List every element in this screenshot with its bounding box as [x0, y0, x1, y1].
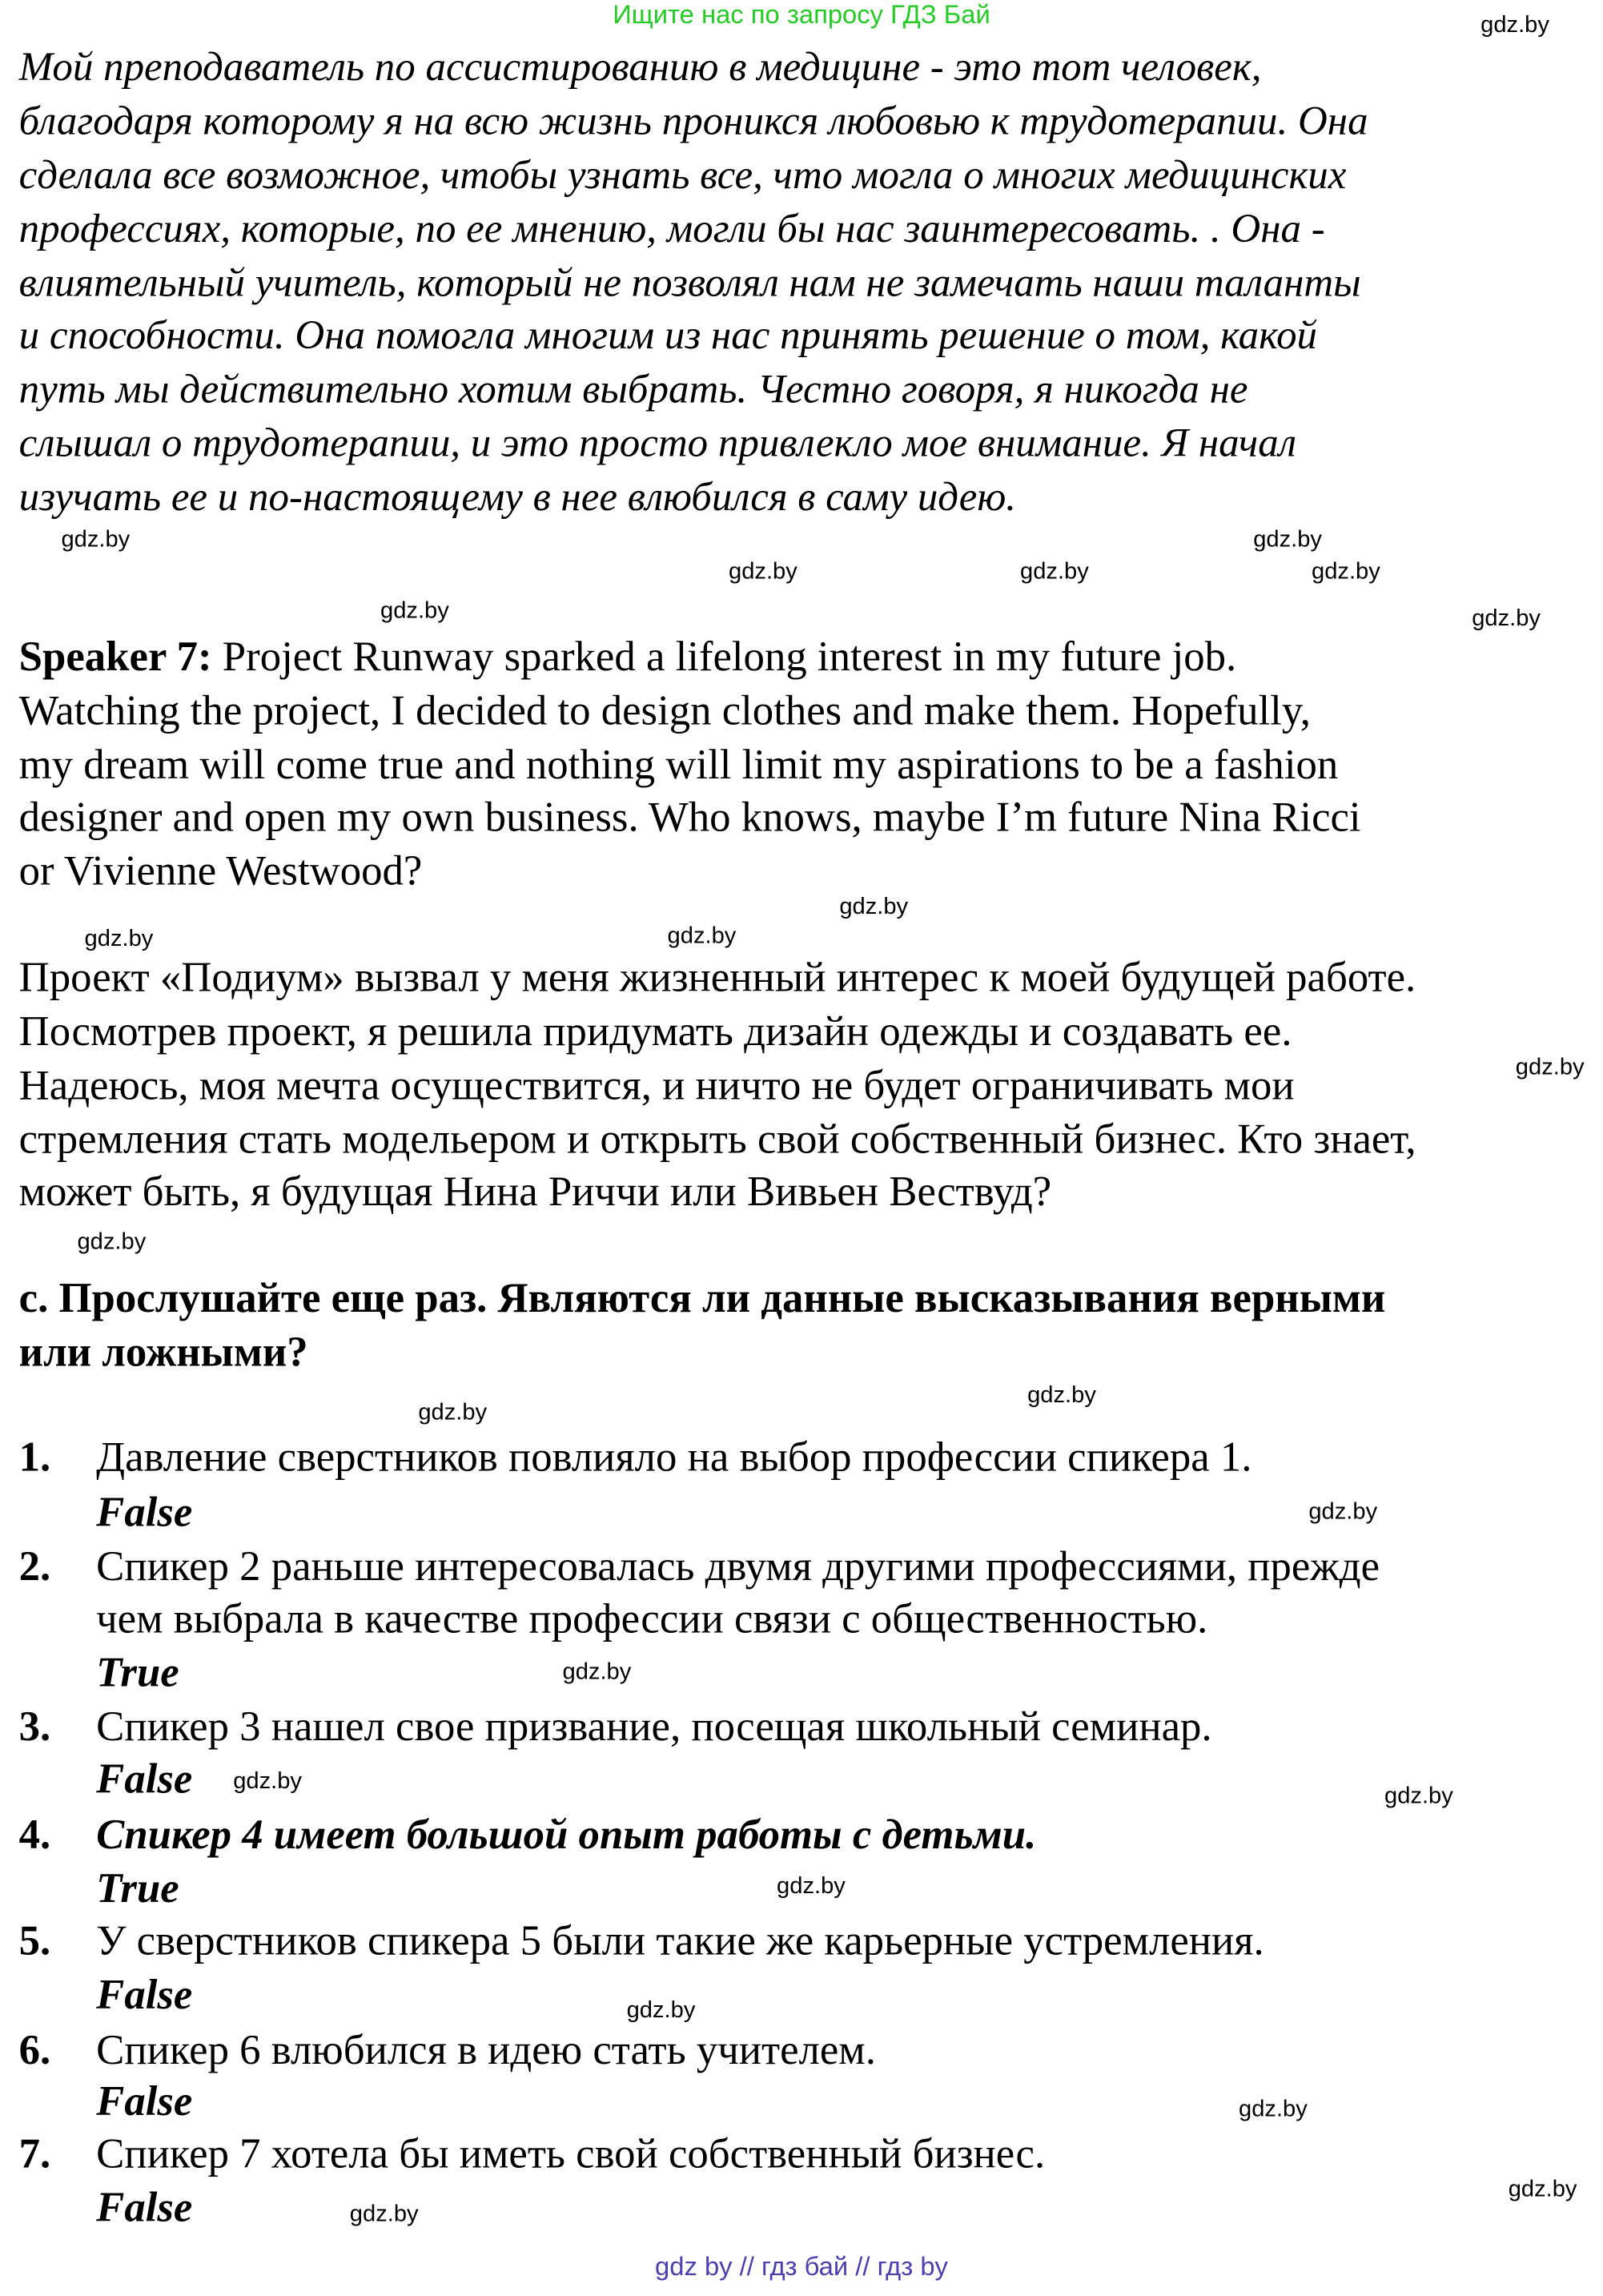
item-number: 5.	[18, 1918, 51, 1965]
watermark: gdz.by	[1027, 1383, 1096, 1409]
watermark: gdz.by	[1515, 1055, 1585, 1080]
paragraph-line: изучать ее и по-настоящему в нее влюбился в саму идею.	[18, 475, 1016, 521]
watermark: gdz.by	[1384, 1783, 1453, 1809]
paragraph-line: благодаря которому я на всю жизнь проникся любовью к трудотерапии. Она	[18, 99, 1368, 145]
item-answer: False	[96, 1490, 193, 1537]
item-answer: True	[96, 1650, 179, 1697]
watermark: gdz.by	[1020, 559, 1089, 585]
item-statement: Давление сверстников повлияло на выбор профессии спикера 1.	[96, 1433, 1252, 1482]
item-statement: Спикер 2 раньше интересовалась двумя другими профессиями, прежде	[96, 1543, 1380, 1590]
item-number: 4.	[18, 1811, 51, 1859]
paragraph-line: влиятельный учитель, который не позволял нам не замечать наши таланты	[18, 260, 1361, 307]
watermark: gdz.by	[61, 527, 131, 553]
watermark: gdz.by	[1239, 2097, 1308, 2122]
watermark: gdz.by	[729, 559, 797, 585]
paragraph-line: слышал о трудотерапии, и это просто привлекло мое внимание. Я начал	[18, 420, 1296, 467]
watermark: gdz.by	[380, 599, 449, 624]
paragraph-line: my dream will come true and nothing will limit my aspirations to be a fashion	[18, 742, 1339, 789]
paragraph-line: Посмотрев проект, я решила придумать дизайн одежды и создавать ее.	[18, 1008, 1292, 1056]
item-statement: У сверстников спикера 5 были такие же карьерные устремления.	[96, 1918, 1264, 1965]
paragraph-line: Мой преподаватель по ассистированию в медицине - это тот человек,	[18, 45, 1262, 90]
item-answer: False	[96, 2185, 193, 2232]
paragraph-line: сделала все возможное, чтобы узнать все, что могла о многих медицинских	[18, 153, 1347, 199]
item-statement: Спикер 7 хотела бы иметь свой собственный бизнес.	[96, 2130, 1046, 2178]
item-number: 1.	[18, 1433, 51, 1482]
watermark: gdz.by	[349, 2202, 419, 2227]
item-number: 6.	[18, 2027, 51, 2074]
footer-links: gdz by // гдз бай // гдз by	[655, 2251, 948, 2282]
watermark: gdz.by	[1508, 2177, 1577, 2203]
paragraph-line: designer and open my own business. Who knows, maybe I’m future Nina Ricci	[18, 794, 1361, 842]
watermark: gdz.by	[626, 1998, 696, 2024]
item-number: 2.	[18, 1543, 51, 1590]
watermark: gdz.by	[1308, 1499, 1378, 1525]
watermark: gdz.by	[1472, 606, 1541, 632]
watermark: gdz.by	[777, 1874, 846, 1900]
watermark: gdz.by	[667, 923, 737, 949]
item-answer: False	[96, 1972, 193, 2019]
item-answer: True	[96, 1865, 179, 1912]
paragraph-line: и способности. Она помогла многим из нас принять решение о том, какой	[18, 313, 1318, 359]
watermark: gdz.by	[1480, 13, 1549, 38]
watermark: gdz.by	[839, 895, 909, 920]
watermark: gdz.by	[233, 1769, 302, 1795]
task-heading: c. Прослушайте еще раз. Являются ли данные высказывания верными	[18, 1275, 1386, 1322]
item-number: 7.	[18, 2130, 51, 2178]
paragraph-line: Надеюсь, моя мечта осуществится, и ничто не будет ограничивать мои	[18, 1062, 1295, 1110]
paragraph-line: профессиях, которые, по ее мнению, могли бы нас заинтересовать. . Она -	[18, 207, 1325, 252]
paragraph-line: может быть, я будущая Нина Риччи или Вивьен Вествуд?	[18, 1168, 1052, 1216]
watermark: gdz.by	[84, 927, 154, 952]
paragraph-line: стремления стать модельером и открыть свой собственный бизнес. Кто знает,	[18, 1116, 1416, 1164]
watermark: gdz.by	[418, 1401, 488, 1425]
speaker7-text: Project Runway sparked a lifelong interest in my future job.	[211, 633, 1237, 681]
item-number: 3.	[18, 1703, 51, 1751]
item-statement: Спикер 6 влюбился в идею стать учителем.	[96, 2027, 876, 2074]
item-statement: Спикер 3 нашел свое призвание, посещая школьный семинар.	[96, 1703, 1212, 1751]
speaker-label: Speaker 7:	[18, 633, 212, 681]
watermark: gdz.by	[1253, 527, 1322, 553]
item-answer: False	[96, 1756, 193, 1803]
item-answer: False	[96, 2078, 193, 2125]
paragraph-line: Проект «Подиум» вызвал у меня жизненный интерес к моей будущей работе.	[18, 955, 1416, 1002]
item-statement: Спикер 4 имеет большой опыт работы с детьми.	[96, 1811, 1037, 1859]
search-hint: Ищите нас по запросу ГДЗ Бай	[613, 0, 990, 30]
task-heading: или ложными?	[18, 1329, 308, 1377]
paragraph-line: путь мы действительно хотим выбрать. Честно говоря, я никогда не	[18, 367, 1248, 413]
watermark: gdz.by	[1312, 559, 1380, 585]
watermark: gdz.by	[77, 1230, 147, 1256]
item-statement: чем выбрала в качестве профессии связи с общественностью.	[96, 1595, 1208, 1643]
speaker7-first-line	[18, 633, 1237, 681]
paragraph-line: Watching the project, I decided to design clothes and make them. Hopefully,	[18, 688, 1312, 735]
paragraph-line: or Vivienne Westwood?	[18, 848, 423, 895]
watermark: gdz.by	[562, 1659, 632, 1685]
